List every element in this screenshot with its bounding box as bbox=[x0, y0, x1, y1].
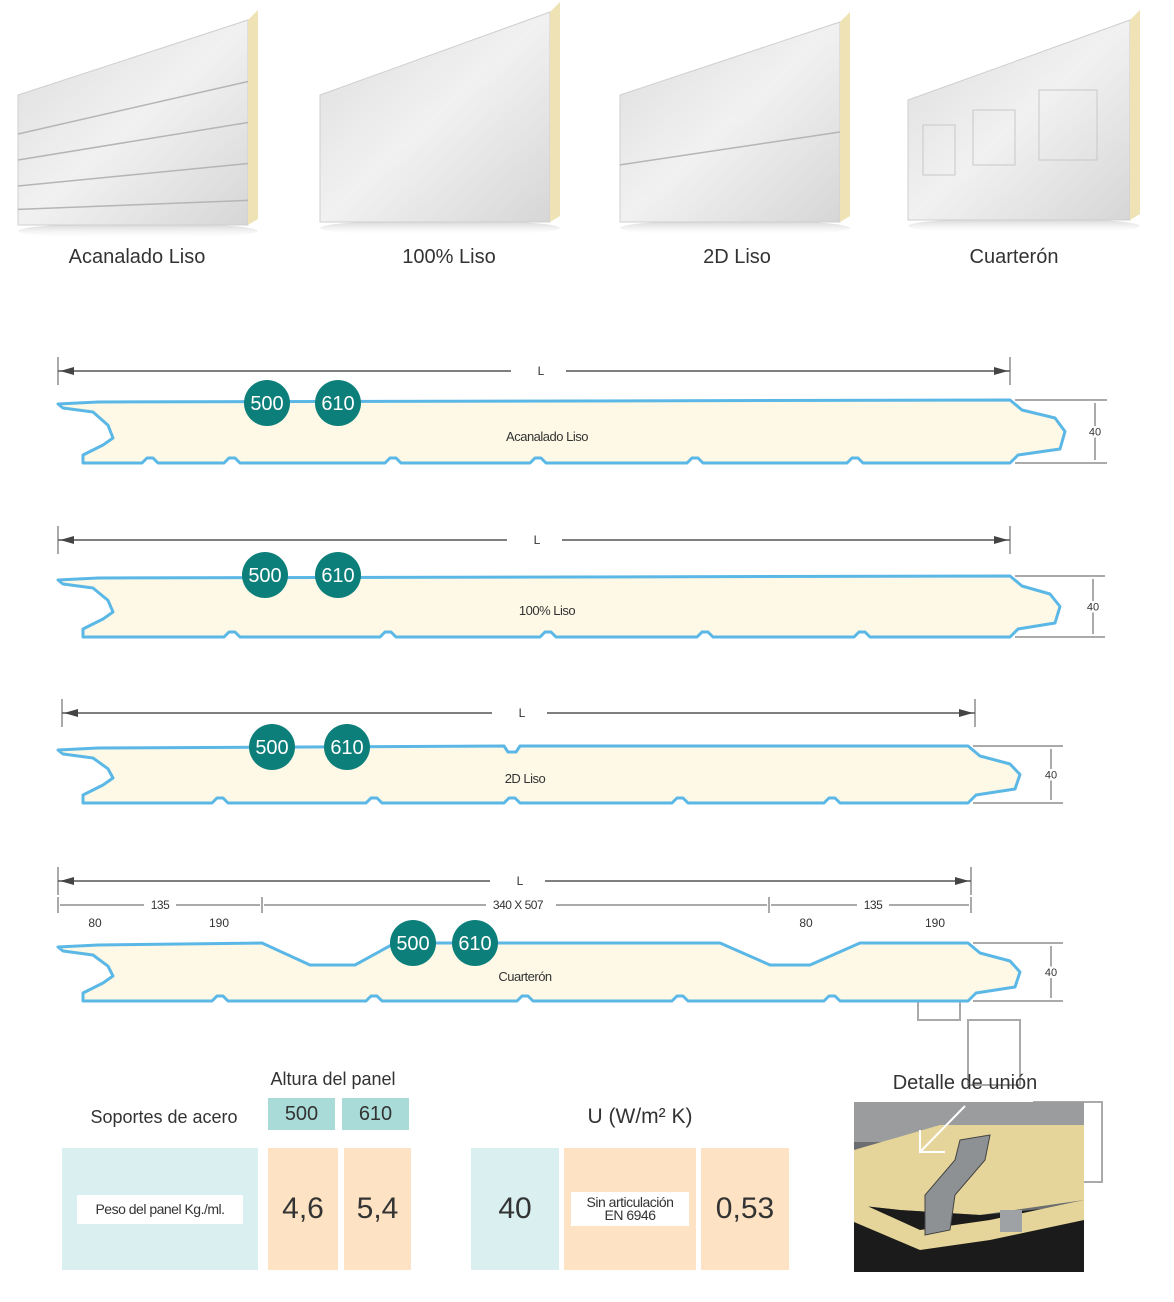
panel-face bbox=[18, 20, 248, 225]
height-badge-label: 500 bbox=[255, 737, 289, 759]
mark-label: 190 bbox=[208, 916, 230, 930]
panel-edge bbox=[1130, 10, 1140, 220]
profile-name: Acanalado Liso bbox=[506, 429, 588, 444]
mark-label: 190 bbox=[924, 916, 946, 930]
thickness-label: 40 bbox=[1044, 967, 1058, 979]
height-badge-label: 500 bbox=[396, 933, 430, 955]
arrow-right-icon bbox=[959, 709, 973, 717]
weight-610: 5,4 bbox=[344, 1148, 411, 1270]
mark-label: 80 bbox=[799, 916, 813, 930]
arrow-right-icon bbox=[994, 536, 1008, 544]
weight-500: 4,6 bbox=[268, 1148, 338, 1270]
arrow-left-icon bbox=[64, 709, 78, 717]
length-label: L bbox=[516, 874, 524, 888]
u-condition-line2: EN 6946 bbox=[604, 1207, 656, 1223]
arrow-right-icon bbox=[994, 367, 1008, 375]
height-badge-label: 610 bbox=[321, 565, 355, 587]
panel-label-cuarteron: Cuarterón bbox=[969, 246, 1059, 268]
thickness-label: 40 bbox=[1086, 601, 1100, 614]
joint-detail-image bbox=[854, 1102, 1084, 1272]
profile-2 bbox=[58, 526, 1105, 637]
panel-edge bbox=[840, 12, 850, 222]
panel-face bbox=[320, 12, 550, 222]
profile-name: 100% Liso bbox=[518, 603, 576, 618]
arrow-left-icon bbox=[60, 367, 74, 375]
mark-label: 80 bbox=[88, 916, 102, 930]
profile-name: Cuarterón bbox=[498, 969, 552, 984]
u-condition-cell bbox=[564, 1148, 696, 1270]
height-badge-label: 500 bbox=[248, 565, 282, 587]
height-badge-label: 610 bbox=[330, 737, 364, 759]
profile-name: 2D Liso bbox=[504, 771, 546, 786]
height-title: Altura del panel bbox=[270, 1069, 396, 1089]
height-header-610: 610 bbox=[342, 1098, 409, 1130]
panel-image-2 bbox=[320, 2, 560, 236]
sub-dim-label: 135 bbox=[863, 898, 883, 912]
panel-face bbox=[620, 22, 840, 222]
thickness-cell: 40 bbox=[471, 1148, 559, 1270]
panel-label-acanalado: Acanalado Liso bbox=[68, 246, 206, 268]
panel-edge bbox=[248, 10, 258, 225]
height-badge-label: 610 bbox=[458, 933, 492, 955]
weight-label: Peso del panel Kg./ml. bbox=[77, 1195, 243, 1224]
height-badge-label: 610 bbox=[321, 393, 355, 415]
u-value: 0,53 bbox=[701, 1148, 789, 1270]
length-label: L bbox=[533, 533, 541, 547]
arrow-left-icon bbox=[60, 877, 74, 885]
panel-image-1 bbox=[18, 10, 258, 239]
panel-label-2d-liso: 2D Liso bbox=[703, 246, 771, 268]
thickness-label: 40 bbox=[1044, 769, 1058, 782]
detail-title: Detalle de unión bbox=[892, 1072, 1038, 1094]
panel-image-3 bbox=[620, 12, 850, 236]
profile-1 bbox=[58, 357, 1107, 463]
height-badge-label: 500 bbox=[250, 393, 284, 415]
arrow-right-icon bbox=[955, 877, 969, 885]
height-header-500: 500 bbox=[268, 1098, 335, 1130]
u-title: U (W/m² K) bbox=[587, 1105, 693, 1128]
length-label: L bbox=[537, 364, 545, 378]
profile-3 bbox=[58, 699, 1063, 803]
profile-4 bbox=[58, 867, 1063, 1001]
arrow-left-icon bbox=[60, 536, 74, 544]
supports-label: Soportes de acero bbox=[90, 1107, 238, 1127]
panel-label-100-liso: 100% Liso bbox=[402, 246, 496, 268]
panel-edge bbox=[550, 2, 560, 222]
length-label: L bbox=[518, 706, 526, 720]
thickness-label: 40 bbox=[1088, 426, 1102, 439]
weight-label-cell bbox=[62, 1148, 258, 1270]
u-condition-line1: Sin articulación bbox=[586, 1194, 674, 1210]
sub-dim-label: 135 bbox=[150, 898, 170, 912]
sub-dim-label: 340 X 507 bbox=[492, 898, 544, 912]
